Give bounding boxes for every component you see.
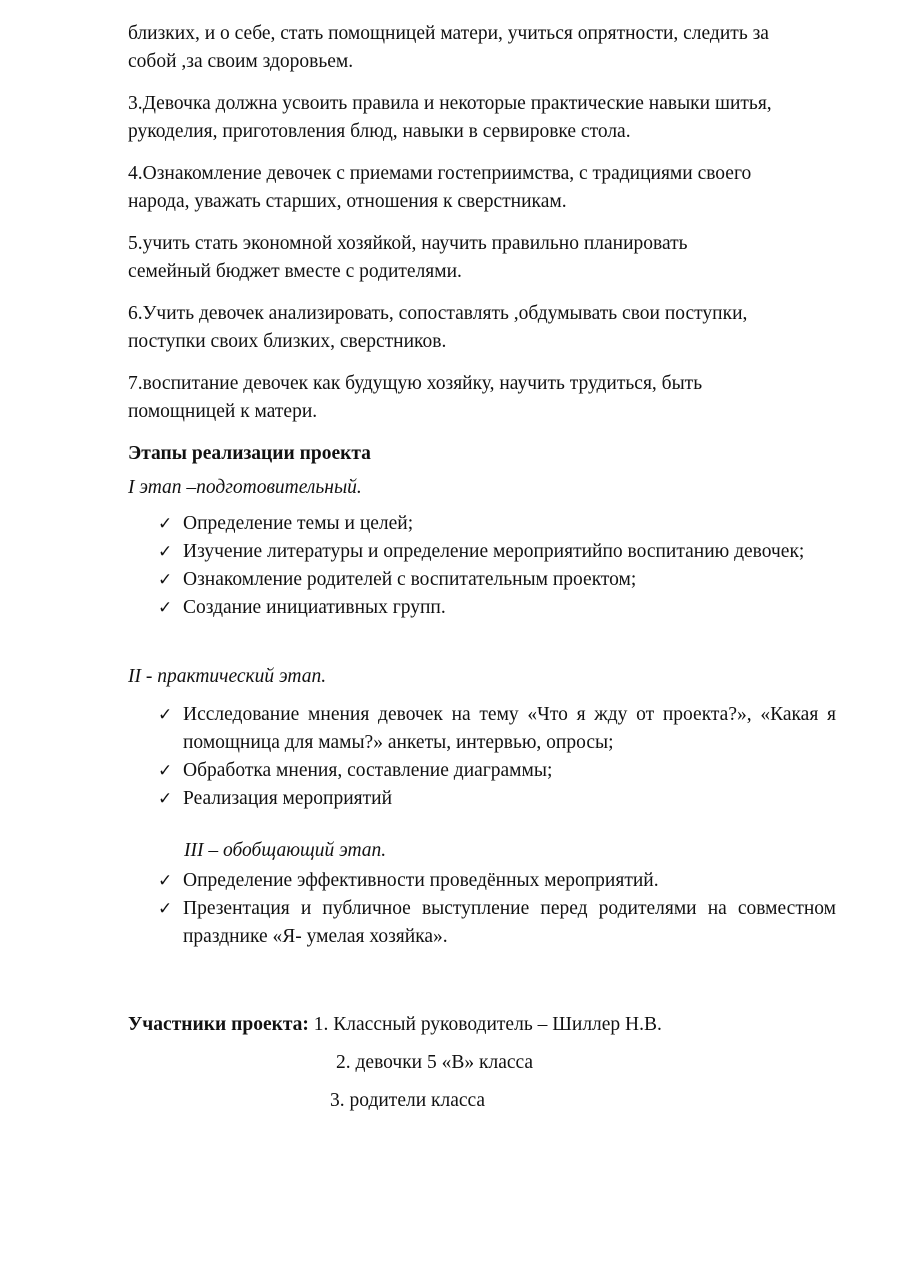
- list-item-text: Презентация и публичное выступление перед родителями на совместном празднике «Я- умелая хозяйка».: [183, 898, 836, 947]
- stage-2-title: II - практический этап.: [128, 666, 327, 687]
- list-item: [128, 594, 836, 622]
- checkmark-icon: ✓: [158, 598, 173, 618]
- participants-label: Участники проекта:: [128, 1014, 309, 1035]
- document-page: [128, 20, 836, 1131]
- participant-2: 2. девочки 5 «В» класса: [336, 1052, 534, 1073]
- list-item: [128, 895, 836, 951]
- goal-4: [128, 160, 836, 216]
- intro-paragraph: [128, 20, 836, 76]
- checkmark-icon: ✓: [158, 705, 173, 725]
- goal-6-line-2: поступки своих близких, сверстников.: [128, 331, 447, 352]
- list-item-text: Исследование мнения девочек на тему «Что я жду от проекта?», «Какая я помощница для мамы?» анкеты, интервью, опросы;: [183, 704, 836, 753]
- checkmark-icon: ✓: [158, 514, 173, 534]
- goal-3-line-1: 3.Девочка должна усвоить правила и некоторые практические навыки шитья,: [128, 93, 772, 114]
- goal-5: [128, 230, 836, 286]
- list-item-text: Изучение литературы и определение мероприятийпо воспитанию девочек;: [183, 541, 805, 562]
- participants-row-1: [128, 1011, 662, 1039]
- list-item: [128, 785, 836, 813]
- stage-2-list: [128, 701, 836, 813]
- list-item-text: Создание инициативных групп.: [183, 597, 446, 618]
- stage-1-title: I этап –подготовительный.: [128, 477, 362, 498]
- goal-5-line-2: семейный бюджет вместе с родителями.: [128, 261, 462, 282]
- stage-3-title: III – обобщающий этап.: [184, 840, 387, 861]
- intro-line-2: собой ,за своим здоровьем.: [128, 51, 354, 72]
- goal-7: [128, 370, 836, 426]
- list-item: [128, 867, 836, 895]
- checkmark-icon: ✓: [158, 761, 173, 781]
- stage-1-list: [128, 510, 836, 622]
- list-item: [128, 566, 836, 594]
- list-item: [128, 510, 836, 538]
- list-item-text: Реализация мероприятий: [183, 788, 393, 809]
- goal-7-line-2: помощницей к матери.: [128, 401, 318, 422]
- stage-3-list: [128, 867, 836, 951]
- checkmark-icon: ✓: [158, 570, 173, 590]
- goal-3-line-2: рукоделия, приготовления блюд, навыки в сервировке стола.: [128, 121, 631, 142]
- list-item-text: Обработка мнения, составление диаграммы;: [183, 760, 553, 781]
- checkmark-icon: ✓: [158, 871, 173, 891]
- checkmark-icon: ✓: [158, 542, 173, 562]
- list-item-text: Определение эффективности проведённых мероприятий.: [183, 870, 659, 891]
- goal-6: [128, 300, 836, 356]
- goal-7-line-1: 7.воспитание девочек как будущую хозяйку, научить трудиться, быть: [128, 373, 703, 394]
- checkmark-icon: ✓: [158, 899, 173, 919]
- checkmark-icon: ✓: [158, 789, 173, 809]
- list-item-text: Определение темы и целей;: [183, 513, 414, 534]
- participant-3: 3. родители класса: [330, 1090, 486, 1111]
- list-item-text: Ознакомление родителей с воспитательным проектом;: [183, 569, 637, 590]
- goal-5-line-1: 5.учить стать экономной хозяйкой, научить правильно планировать: [128, 233, 688, 254]
- list-item: [128, 757, 836, 785]
- intro-line-1: близких, и о себе, стать помощницей матери, учиться опрятности, следить за: [128, 23, 769, 44]
- participant-1: 1. Классный руководитель – Шиллер Н.В.: [308, 1014, 662, 1035]
- stages-heading: Этапы реализации проекта: [128, 443, 371, 464]
- goal-6-line-1: 6.Учить девочек анализировать, сопоставлять ,обдумывать свои поступки,: [128, 303, 748, 324]
- goal-3: [128, 90, 836, 146]
- goal-4-line-2: народа, уважать старших, отношения к сверстникам.: [128, 191, 567, 212]
- list-item: [128, 538, 836, 566]
- list-item: [128, 701, 836, 757]
- participants-section: [128, 1011, 836, 1131]
- goal-4-line-1: 4.Ознакомление девочек с приемами гостеприимства, с традициями своего: [128, 163, 752, 184]
